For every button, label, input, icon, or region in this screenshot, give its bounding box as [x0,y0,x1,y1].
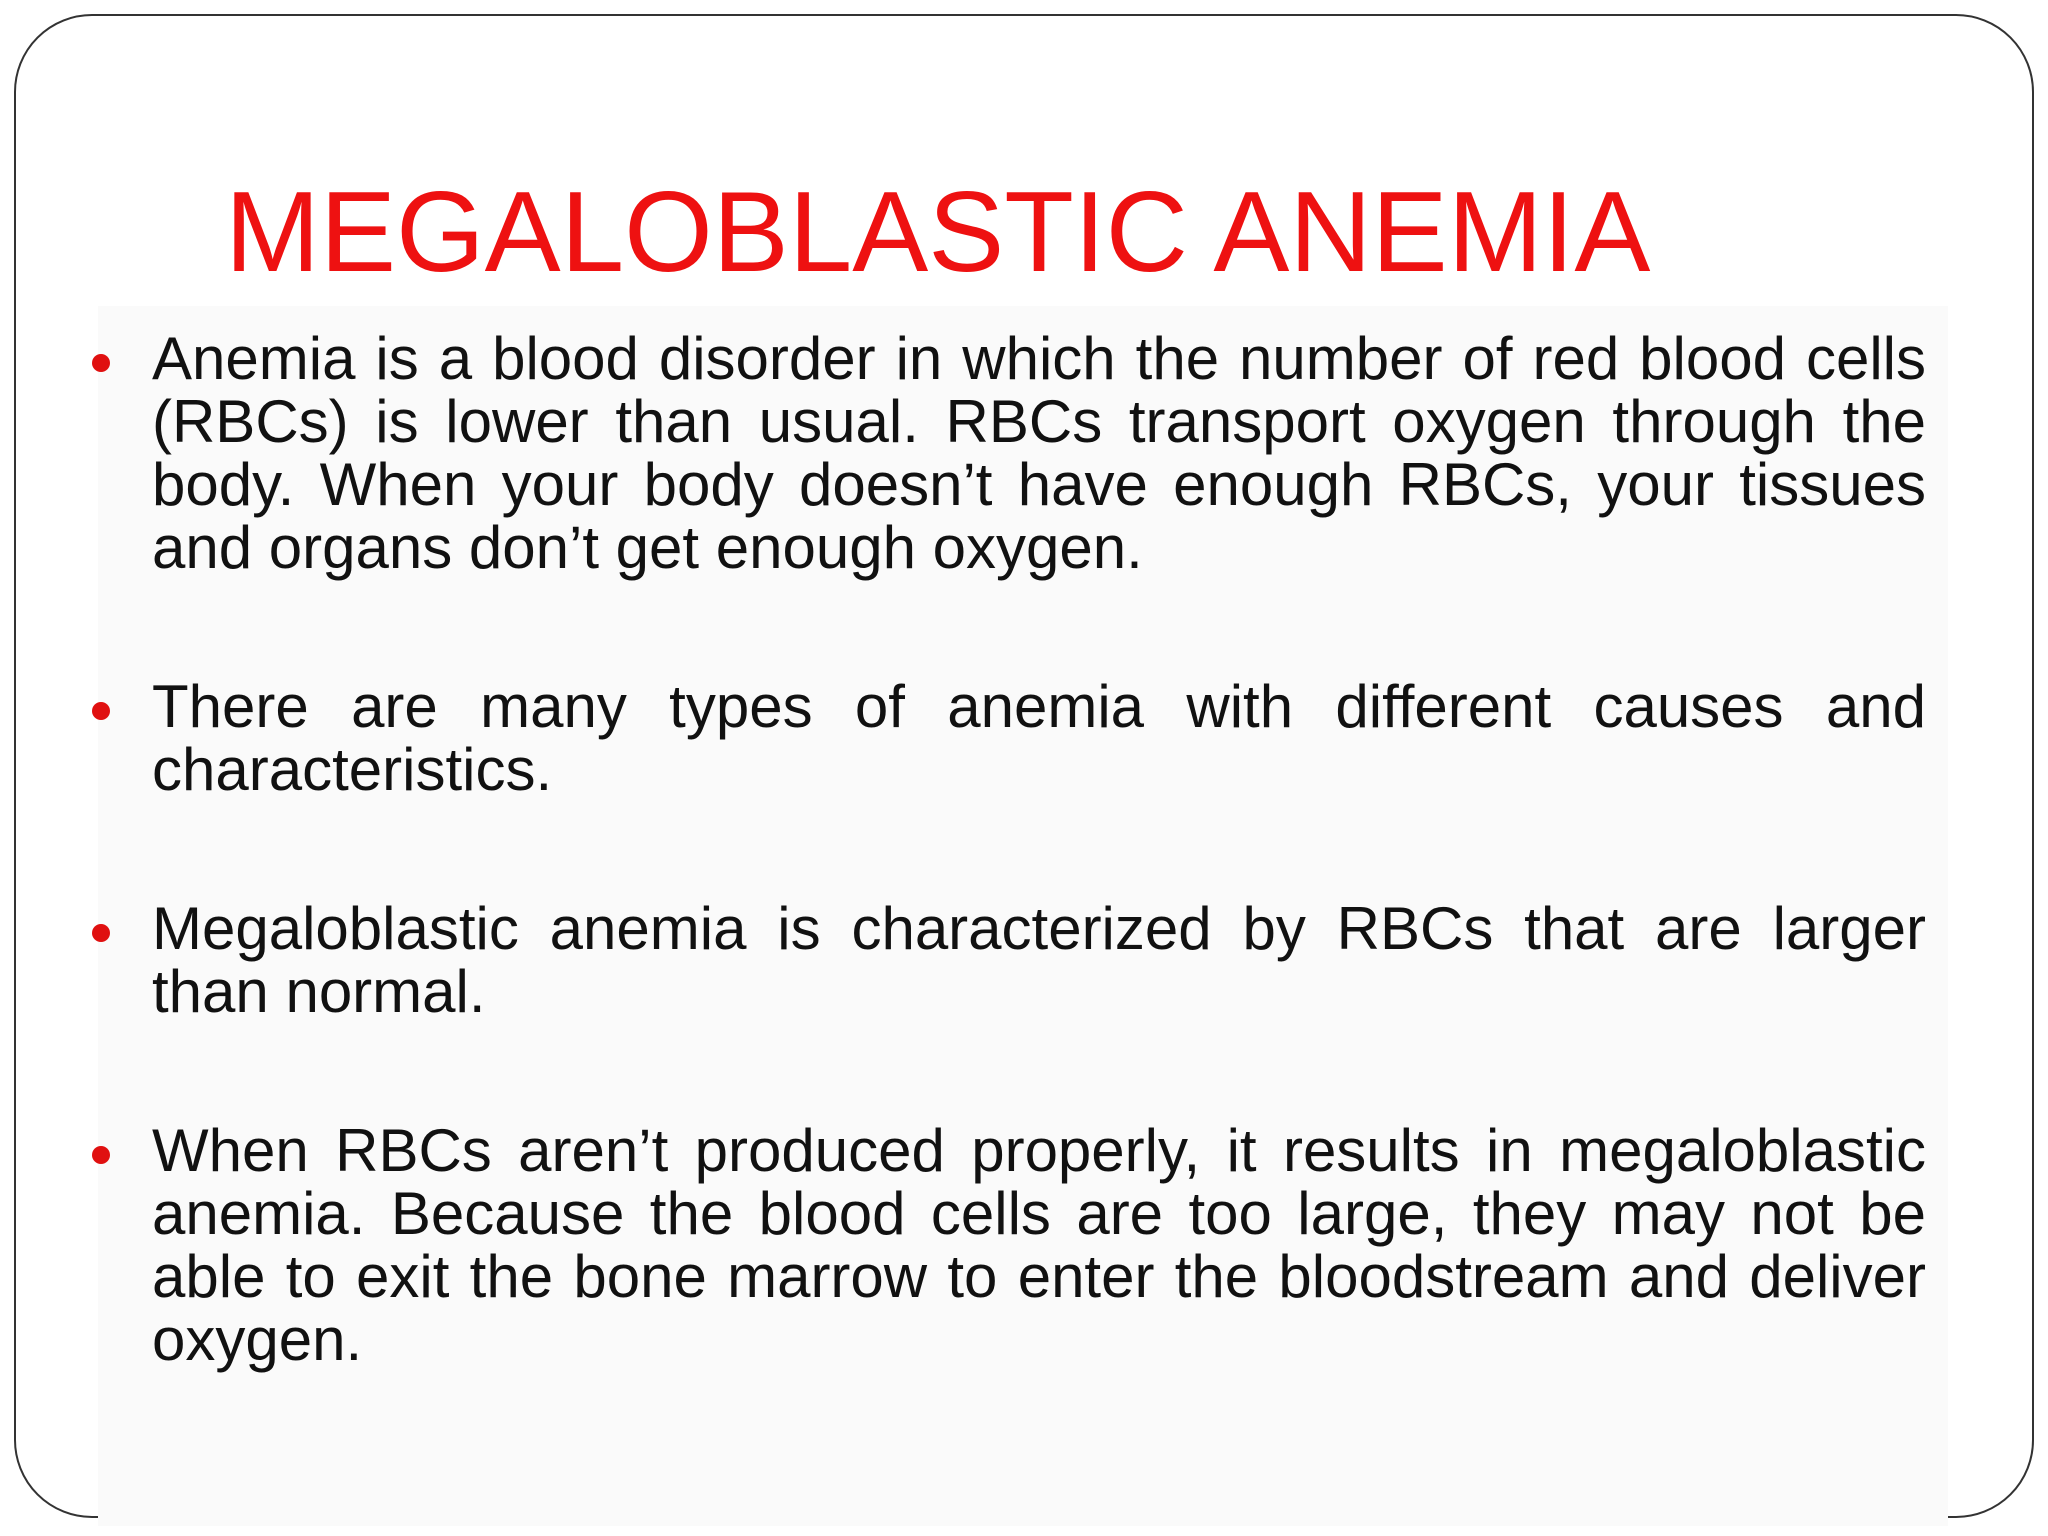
bullet-text: There are many types of anemia with different causes and characteristics. [152,673,1926,803]
slide-title: MEGALOBLASTIC ANEMIA [225,169,1651,296]
bullet-dot-icon [92,924,110,942]
bullet-dot-icon [92,354,110,372]
bullet-text: When RBCs aren’t produced properly, it results in megaloblastic anemia. Because the blood cells are too large, they may not be able to exit the bone marrow to enter the bloodstream and deliver oxygen. [152,1117,1926,1373]
bullet-text: Anemia is a blood disorder in which the number of red blood cells (RBCs) is lower than usual. RBCs transport oxygen through the body. When your body doesn’t have enough RBCs, your tissues and organs don’t get enough oxygen. [152,325,1926,581]
bullet-dot-icon [92,702,110,720]
bullet-dot-icon [92,1146,110,1164]
bullet-text: Megaloblastic anemia is characterized by RBCs that are larger than normal. [152,895,1926,1025]
